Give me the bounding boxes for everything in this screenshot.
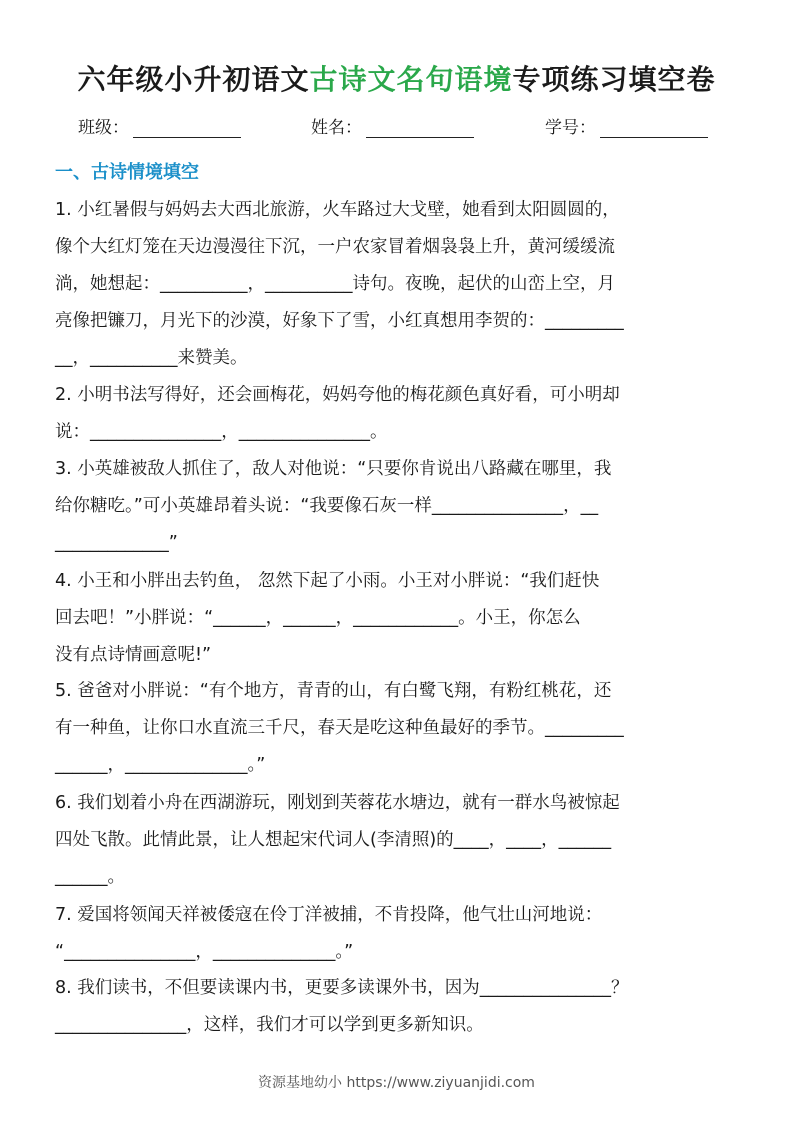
question-line: 1. 小红暑假与妈妈去大西北旅游，火车路过大戈壁，她看到太阳圆圆的， [55, 200, 620, 220]
section-title: 一、古诗情境填空 [55, 162, 199, 183]
question-line: 4. 小王和小胖出去钓鱼， 忽然下起了小雨。小王对小胖说：“我们赶快 [55, 571, 600, 591]
question-4 [55, 563, 745, 674]
student-id-input-line[interactable] [600, 119, 708, 138]
question-line: 四处飞散。此情此景，让人想起宋代词人(李清照)的____，____，______ [55, 830, 612, 850]
question-line: 6. 我们划着小舟在西湖游玩，刚划到芙蓉花水塘边，就有一群水鸟被惊起 [55, 793, 620, 813]
question-line: 2. 小明书法写得好，还会画梅花，妈妈夸他的梅花颜色真好看，可小明却 [55, 385, 620, 405]
name-input-line[interactable] [366, 119, 474, 138]
question-line: 像个大红灯笼在天边漫漫往下沉，一户农家冒着烟袅袅上升，黄河缓缓流 [55, 237, 615, 257]
question-line: 淌，她想起：__________，__________诗句。夜晚，起伏的山峦上空，月 [55, 274, 615, 294]
question-line: “_______________，______________。” [55, 942, 354, 962]
class-input-line[interactable] [133, 119, 241, 138]
question-line: 有一种鱼，让你口水直流三千尺，春天是吃这种鱼最好的季节。_________ [55, 718, 624, 738]
title-part-1: 六年级小升初语文 [77, 63, 310, 96]
page-title [0, 58, 793, 98]
question-line: _______________，这样，我们才可以学到更多新知识。 [55, 1015, 484, 1035]
class-label: 班级： [78, 118, 129, 138]
student-info-row [0, 113, 793, 137]
student-id-field [545, 113, 708, 138]
question-line: 说：_______________，_______________。 [55, 422, 388, 442]
question-line: 8. 我们读书，不但要读课内书，更要多读课外书，因为_______________？ [55, 978, 629, 998]
question-line: 5. 爸爸对小胖说：“有个地方，青青的山，有白鹭飞翔，有粉红桃花，还 [55, 681, 612, 701]
name-field [311, 113, 474, 138]
question-line: 亮像把镰刀，月光下的沙漠，好象下了雪，小红真想用李贺的：_________ [55, 311, 624, 331]
question-line: 3. 小英雄被敌人抓住了，敌人对他说：“只要你肯说出八路藏在哪里，我 [55, 459, 612, 479]
question-line: ______，______________。” [55, 755, 266, 775]
name-label: 姓名： [311, 118, 362, 138]
class-field [78, 113, 241, 138]
question-line: _____________” [55, 533, 178, 553]
question-7 [55, 897, 745, 971]
question-line: ______。 [55, 867, 125, 887]
question-line: 7. 爱国将领闻天祥被倭寇在伶丁洋被捕，不肯投降，他气壮山河地说： [55, 905, 603, 925]
question-3 [55, 451, 745, 562]
question-1 [55, 192, 745, 377]
question-line: 没有点诗情画意呢!” [55, 645, 212, 665]
question-line: 回去吧！”小胖说：“______，______，____________。小王，你怎么 [55, 608, 581, 628]
question-line: __，__________来赞美。 [55, 348, 248, 368]
title-part-3: 专项练习填空卷 [512, 63, 716, 96]
question-line: 给你糖吃。”可小英雄昂着头说：“我要像石灰一样_______________，__ [55, 496, 599, 516]
footer-watermark: 资源基地幼小 https://www.ziyuanjidi.com [258, 1075, 535, 1091]
question-6 [55, 785, 745, 896]
question-5 [55, 673, 745, 784]
question-2 [55, 377, 745, 451]
title-highlight: 古诗文名句语境 [309, 63, 513, 96]
student-id-label: 学号： [545, 118, 596, 138]
question-8 [55, 970, 745, 1044]
